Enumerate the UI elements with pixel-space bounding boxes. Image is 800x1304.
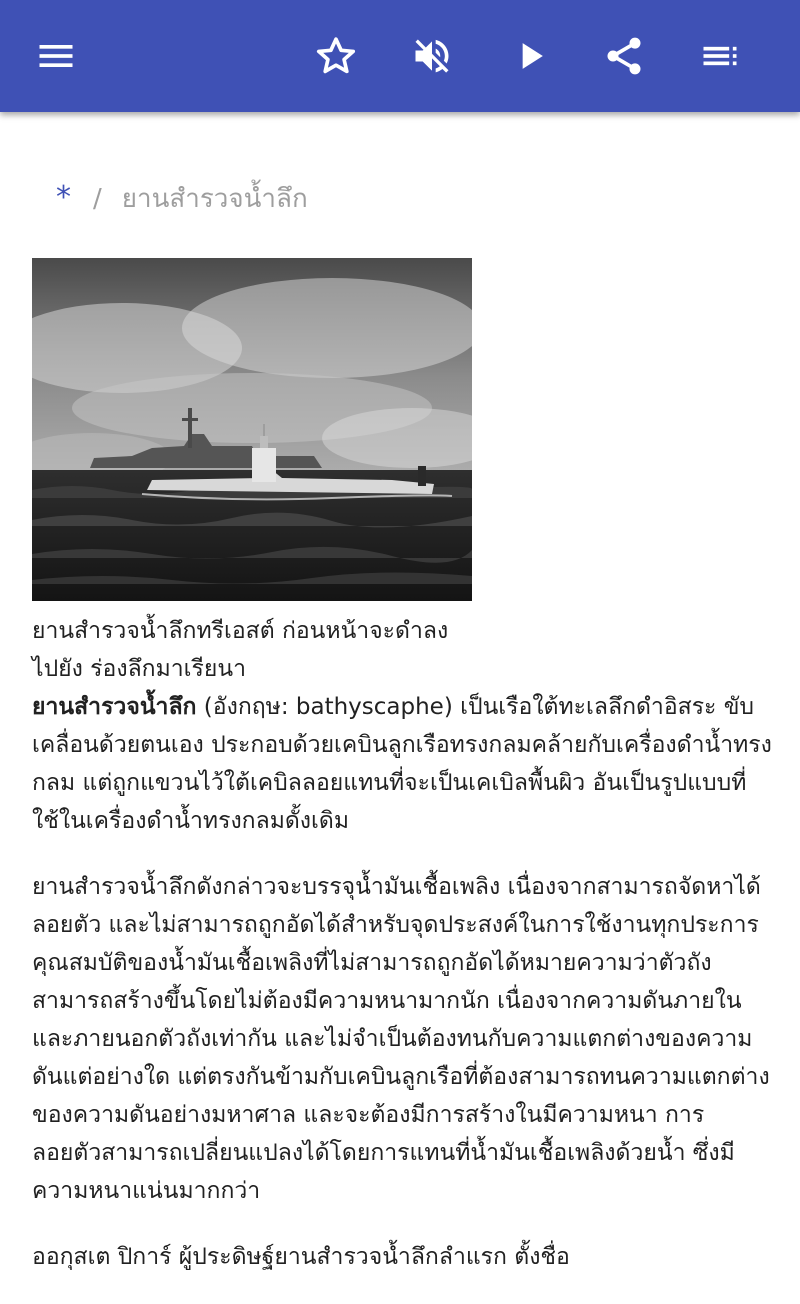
- image-caption: ยานสำรวจน้ำลึกทรีเอสต์ ก่อนหน้าจะดำลงไปยัง ร่องลึกมาเรียนา: [32, 618, 449, 682]
- article-paragraph: [32, 688, 772, 840]
- table-of-contents-button[interactable]: [688, 24, 752, 88]
- star-outline-icon: [314, 34, 358, 78]
- app-bar: [0, 0, 800, 112]
- article-term: ยานสำรวจน้ำลึก: [32, 694, 197, 720]
- article-paragraph: ยานสำรวจน้ำลึกดังกล่าวจะบรรจุน้ำมันเชื้อเพลิง เนื่องจากสามารถจัดหาได้ ลอยตัว และไม่สามารถถูกอัดได้สำหรับจุดประสงค์ในการใช้งานทุกประการ คุณสมบัติของน้ำมันเชื้อเพลิงที่ไม่สามารถถูกอัดได้หมายความว่าตัวถังสามารถสร้างขึ้นโดยไม่ต้องมีความหนามากนัก เนื่องจากความดันภายในและภายนอกตัวถังเท่ากัน และไม่จำเป็นต้องทนกับความแตกต่างของความดันแต่อย่างใด แต่ตรงกันข้ามกับเคบินลูกเรือที่ต้องสามารถทนความแตกต่างของความดันอย่างมหาศาล และจะต้องมีการสร้างในมีความหนา การลอยตัวสามารถเปลี่ยนแปลงได้โดยการแทนที่น้ำมันเชื้อเพลิงด้วยน้ำ ซึ่งมีความหนาแน่นมากกว่า: [32, 874, 770, 1204]
- mute-button[interactable]: [400, 24, 464, 88]
- bathyscaphe-photo: [32, 258, 472, 601]
- breadcrumb-current: ยานสำรวจน้ำลึก: [121, 184, 308, 214]
- play-icon: [508, 34, 552, 78]
- table-of-contents-icon: [698, 34, 742, 78]
- hamburger-menu-icon: [34, 34, 78, 78]
- breadcrumb-home-link[interactable]: *: [56, 180, 71, 215]
- volume-off-icon: [410, 34, 454, 78]
- share-icon: [602, 34, 646, 78]
- play-button[interactable]: [498, 24, 562, 88]
- article-paragraph: ออกุสเต ปิการ์ ผู้ประดิษฐ์ยานสำรวจน้ำลึกลำแรก ตั้งชื่อ: [32, 1244, 570, 1270]
- breadcrumb-separator: /: [93, 184, 102, 214]
- share-button[interactable]: [592, 24, 656, 88]
- paragraph-text: (อังกฤษ: bathyscaphe) เป็นเรือใต้ทะเลลึกดำอิสระ ขับเคลื่อนด้วยตนเอง ประกอบด้วยเคบินลูกเรือทรงกลมคล้ายกับเครื่องดำน้ำทรงกลม แต่ถูกแขวนไว้ใต้เคบิลลอยแทนที่จะเป็นเคเบิลพื้นผิว อันเป็นรูปแบบที่ใช้ในเครื่องดำน้ำทรงกลมดั้งเดิม: [32, 694, 772, 834]
- article-image[interactable]: [32, 258, 472, 601]
- menu-button[interactable]: [24, 24, 88, 88]
- article-content: [32, 688, 772, 1304]
- favorite-button[interactable]: [304, 24, 368, 88]
- breadcrumb: [56, 176, 308, 220]
